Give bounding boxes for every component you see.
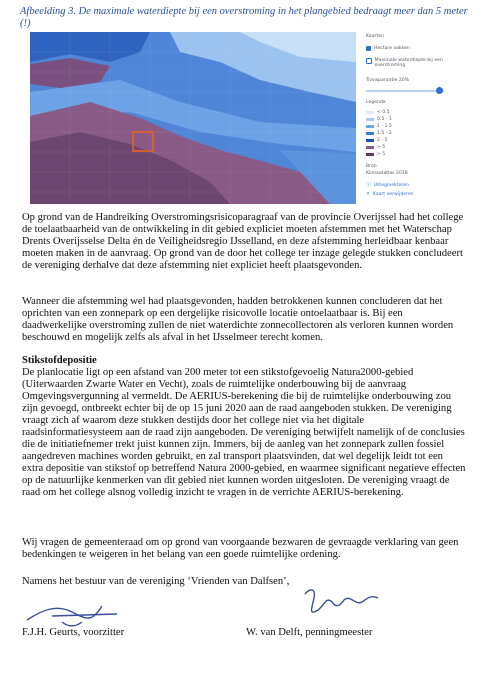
- transparency-slider[interactable]: [366, 90, 444, 92]
- legend-class: [366, 117, 392, 122]
- legend-swatch: [366, 153, 374, 156]
- legend-class: [366, 124, 392, 129]
- legend-class-label: 0.5 - 1: [377, 117, 392, 122]
- legend-class-label: 1 - 1.5: [377, 124, 392, 129]
- legend-class-label: < 0.5: [377, 110, 390, 115]
- legend-swatch: [366, 146, 374, 149]
- link-label: Uitleg/vektoren: [373, 182, 409, 188]
- signatory-name: F.J.H. Geurts, voorzitter: [22, 627, 125, 638]
- body-text: De planlocatie ligt op een afstand van 200 meter tot een stikstofgevoelig Natura2000-gebied (Uiterwaarden Zwarte Water en Vecht), zoals de ruimtelijke onderbouwing bij de aanvraag Omgevingsvergunning al vermeldt. De AERIUS-berekening die bij de ruimtelijke onderbouwing zou zijn gevoegd, ontbreekt echter bij de op 15 juni 2020 aan de raad aangeboden stukken. De vereniging vraagt zich af waarom deze stukken destijds door het college niet via het digitale raadsinformatiesysteem aan de raad zijn aangeboden. De vereniging betwijfelt namelijk of de conclusies die de initiatiefnemer trekt juist kunnen zijn. Immers, bij de aanleg van het zonnepark zullen fossiel aangedreven machines worden gebruikt, en zal transport plaatsvinden, dat wel degelijk leidt tot een extra depositie van stikstof op betreffend Natura 2000-gebied, en waarmee significant negatieve effecten op de natuurlijke kenmerken van dit gebied niet kunnen worden uitgesloten. De vereniging vraagt de raad om het college alsnog volledig inzicht te vragen in de verrichte AERIUS-berekening.: [22, 367, 466, 498]
- legend-class-label: 1.5 - 2: [377, 131, 392, 136]
- closing-text: Namens het bestuur van de vereniging ‘Vrienden van Dalfsen’,: [22, 576, 290, 587]
- flood-map-figure: [30, 32, 468, 204]
- legend-class: [366, 110, 390, 115]
- paragraph-4: [22, 537, 466, 561]
- signatory-left: [22, 627, 222, 639]
- layer-label: Hectare vakken: [374, 46, 410, 51]
- body-text: Op grond van de Handreiking Overstromingsrisicoparagraaf van de provincie Overijssel had het college de toelaatbaarheid van de ontwikkeling in dit gebied expliciet moeten afstemmen met het Waterschap Drents Overijsselse Delta én de Veiligheidsregio IJsselland, en deze afstemming herleidbaar kenbaar moeten maken in de aanvraag. Op grond van de door het college ter inzage gelegde stukken concludeert de vereniging derhalve dat deze afstemming niet expliciet heeft plaatsgevonden.: [22, 212, 464, 271]
- legend-swatch: [366, 111, 374, 114]
- explanation-link[interactable]: [366, 182, 409, 188]
- transparency-label: Transparantie 20%: [366, 78, 410, 83]
- layer-toggle-hectare[interactable]: [366, 46, 410, 51]
- paragraph-3: [22, 367, 466, 499]
- signature-right: [300, 586, 390, 622]
- checkbox-checked-icon[interactable]: [366, 46, 371, 51]
- closing-line: [22, 576, 466, 588]
- source-heading: Bron: [366, 164, 377, 169]
- checkbox-unchecked-icon[interactable]: [366, 58, 372, 64]
- legend-class-label: > 5: [377, 145, 386, 150]
- legend-swatch: [366, 139, 374, 142]
- legend-class: [366, 145, 385, 150]
- legend-class-label: > 5: [377, 152, 386, 157]
- layer-label: Maximale waterdiepte bij een overstroming: [374, 58, 443, 68]
- link-label: Kaart verwijderen: [372, 192, 414, 197]
- section-heading: [22, 355, 466, 367]
- body-text: Wanneer die afstemming wel had plaatsgevonden, hadden betrokkenen kunnen concluderen dat het oprichten van een zonnepark op een dergelijke risicovolle locatie ontoelaatbaar is. Bij een daadwerkelijke overstroming zullen de niet waterdichte zonnecollectoren als verloren kunnen worden beschouwd en mogelijk zelfs als afval in het IJsselmeer terecht komen.: [22, 296, 454, 343]
- trash-icon: ✕: [366, 192, 370, 197]
- remove-map-link[interactable]: [366, 192, 414, 197]
- flood-depth-map: [30, 32, 356, 204]
- signature-left: [22, 592, 142, 632]
- map-legend-panel: [366, 32, 468, 204]
- body-text: Wij vragen de gemeenteraad om op grond van voorgaande bezwaren de gevraagde verklaring van geen bedenkingen te weigeren in het belang van een goede ruimtelijke ordening.: [22, 537, 459, 560]
- signatory-right: [246, 627, 476, 639]
- legend-heading: Legenda: [366, 100, 386, 105]
- legend-class: [366, 131, 392, 136]
- paragraph-1: [22, 212, 466, 272]
- legend-class-label: 2 - 5: [377, 138, 388, 143]
- slider-knob[interactable]: [436, 87, 443, 94]
- layer-toggle-waterdepth[interactable]: [366, 58, 466, 68]
- legend-swatch: [366, 118, 374, 121]
- signatory-name: W. van Delft, penningmeester: [246, 627, 373, 638]
- figure-caption: Afbeelding 3. De maximale waterdiepte bij een overstroming in het plangebied bedraagt meer dan 5 meter (!): [20, 6, 468, 29]
- source-text: Klimaatatlas 2018: [366, 171, 408, 176]
- paragraph-2: [22, 296, 466, 344]
- heading-text: Stikstofdepositie: [22, 355, 97, 366]
- legend-swatch: [366, 132, 374, 135]
- info-icon: ⓘ: [366, 183, 371, 188]
- legend-title: Kaarten: [366, 34, 384, 39]
- legend-class: [366, 138, 387, 143]
- legend-swatch: [366, 125, 374, 128]
- legend-class: [366, 152, 385, 157]
